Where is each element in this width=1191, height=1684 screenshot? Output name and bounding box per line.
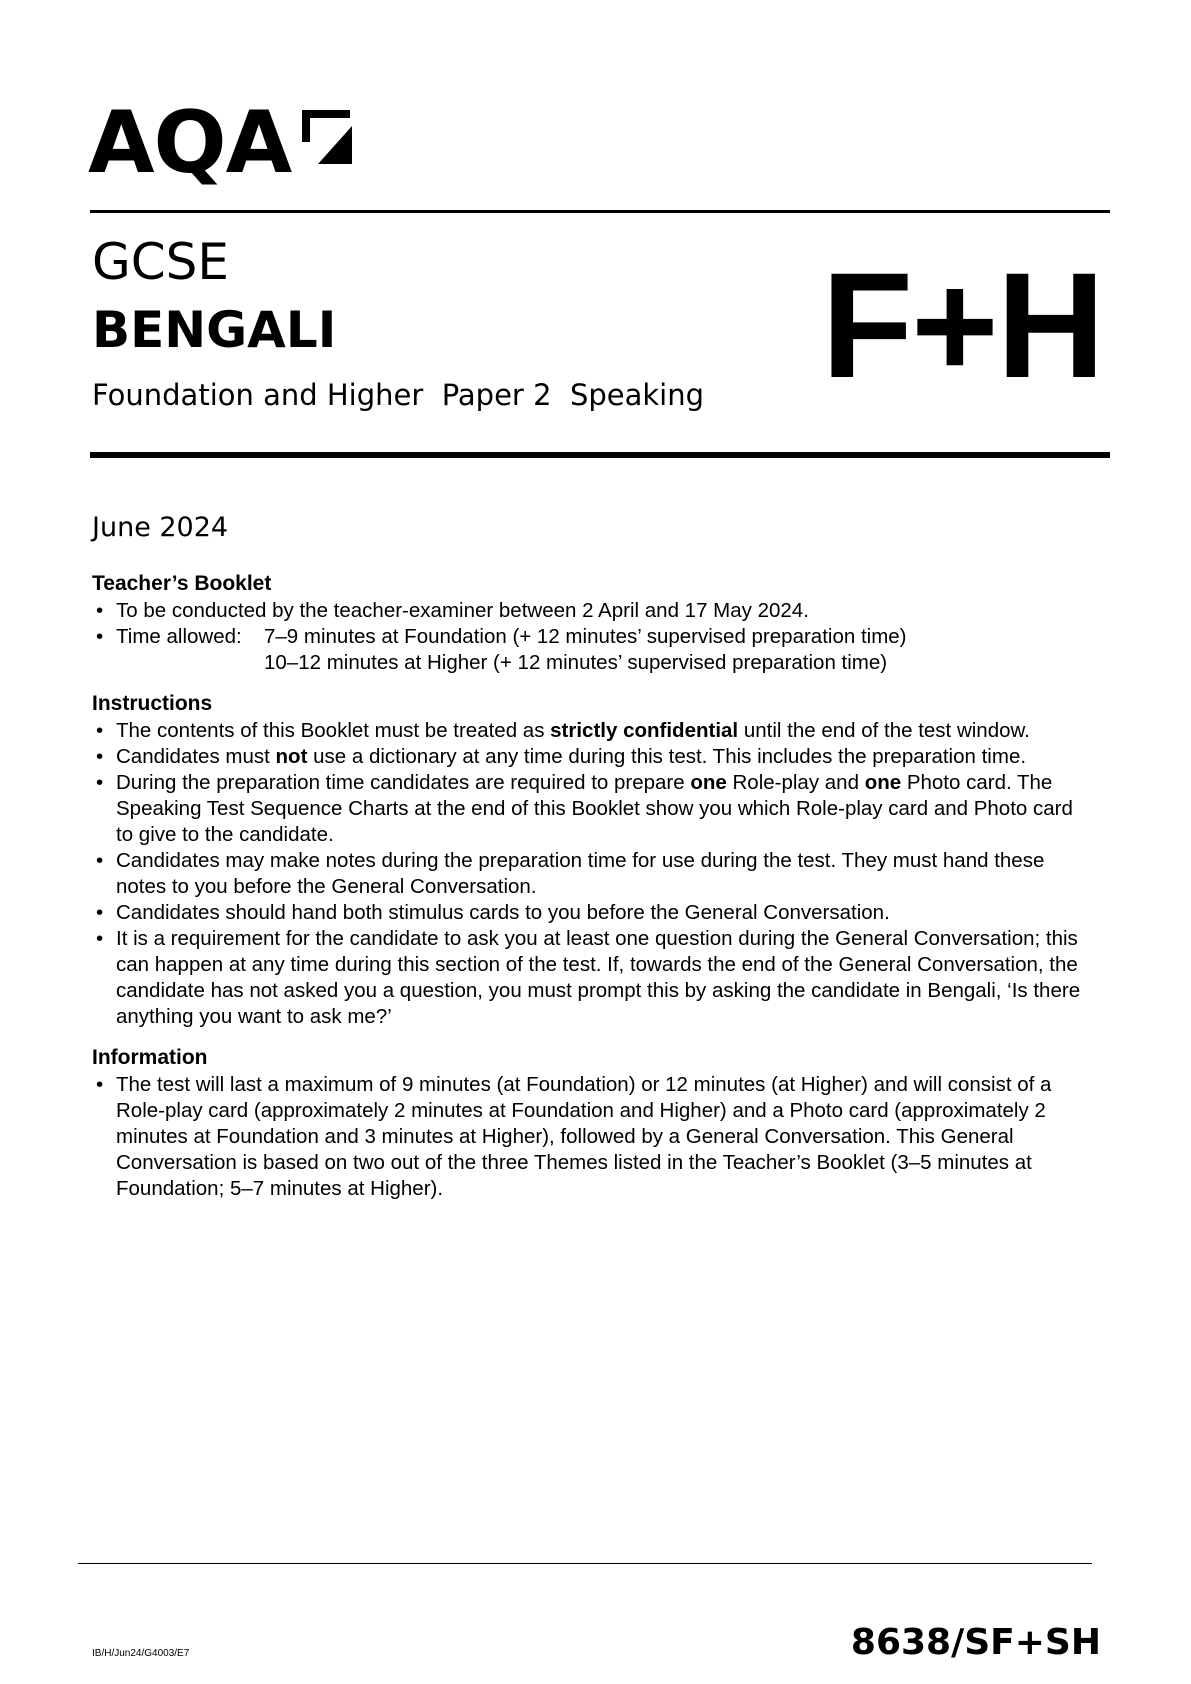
aqa-logo-mark-icon [296, 106, 356, 170]
specification-code: 8638/SF+SH [850, 1622, 1101, 1663]
tier-label: F+H [821, 241, 1103, 409]
cover-content [92, 570, 1092, 1216]
time-foundation: 7–9 minutes at Foundation (+ 12 minutes’ supervised preparation time) [264, 625, 907, 648]
footer-rule [78, 1563, 1092, 1564]
top-rule [90, 210, 1110, 213]
information-section [92, 1044, 1092, 1202]
list-item: • Candidates may make notes during the preparation time for use during the test. They must hand these notes to you before the General Conversation. [92, 848, 1092, 900]
document-reference: IB/H/Jun24/G4003/E7 [92, 1648, 190, 1659]
header-rule [90, 452, 1110, 458]
list-item: • The contents of this Booklet must be treated as strictly confidential until the end of the test window. [92, 718, 1092, 744]
list-item: • Candidates must not use a dictionary at any time during this test. This includes the preparation time. [92, 744, 1092, 770]
exam-date: June 2024 [92, 512, 229, 543]
time-higher: 10–12 minutes at Higher (+ 12 minutes’ supervised preparation time) [264, 651, 888, 674]
time-allowed-label: • Time allowed: [116, 625, 242, 648]
instructions-section [92, 690, 1092, 1030]
list-item: • Candidates should hand both stimulus cards to you before the General Conversation. [92, 900, 1092, 926]
list-item: • The test will last a maximum of 9 minutes (at Foundation) or 12 minutes (at Higher) and will consist of a Role-play card (approximately 2 minutes at Foundation and Higher) and a Photo card (approximately 2 minutes at Foundation and 3 minutes at Higher), followed by a General Conversation. This General Conversation is based on two out of the three Themes listed in the Teacher’s Booklet (3–5 minutes at Foundation; 5–7 minutes at Higher). [92, 1072, 1092, 1202]
list-item: • During the preparation time candidates are required to prepare one Role-play and one Photo card. The Speaking Test Sequence Charts at the end of this Booklet show you which Role-play card and Photo card to give to the candidate. [92, 770, 1092, 848]
list-item [92, 624, 1092, 676]
subject-title: BENGALI [92, 301, 337, 359]
teachers-booklet-section [92, 570, 1092, 676]
qualification-title: GCSE [92, 233, 229, 291]
list-item: • To be conducted by the teacher-examiner between 2 April and 17 May 2024. [92, 598, 1092, 624]
list-item: • It is a requirement for the candidate to ask you at least one question during the General Conversation; this can happen at any time during this section of the test. If, towards the end of the General Conversation, the candidate has not asked you a question, you must prompt this by asking the candidate in Bengali, ‘Is there anything you want to ask me?’ [92, 926, 1092, 1030]
aqa-logo: AQA [88, 93, 292, 193]
information-heading: Information [92, 1046, 208, 1069]
paper-title: Foundation and Higher Paper 2 Speaking [92, 378, 705, 412]
teachers-booklet-heading: Teacher’s Booklet [92, 572, 272, 595]
instructions-heading: Instructions [92, 692, 213, 715]
